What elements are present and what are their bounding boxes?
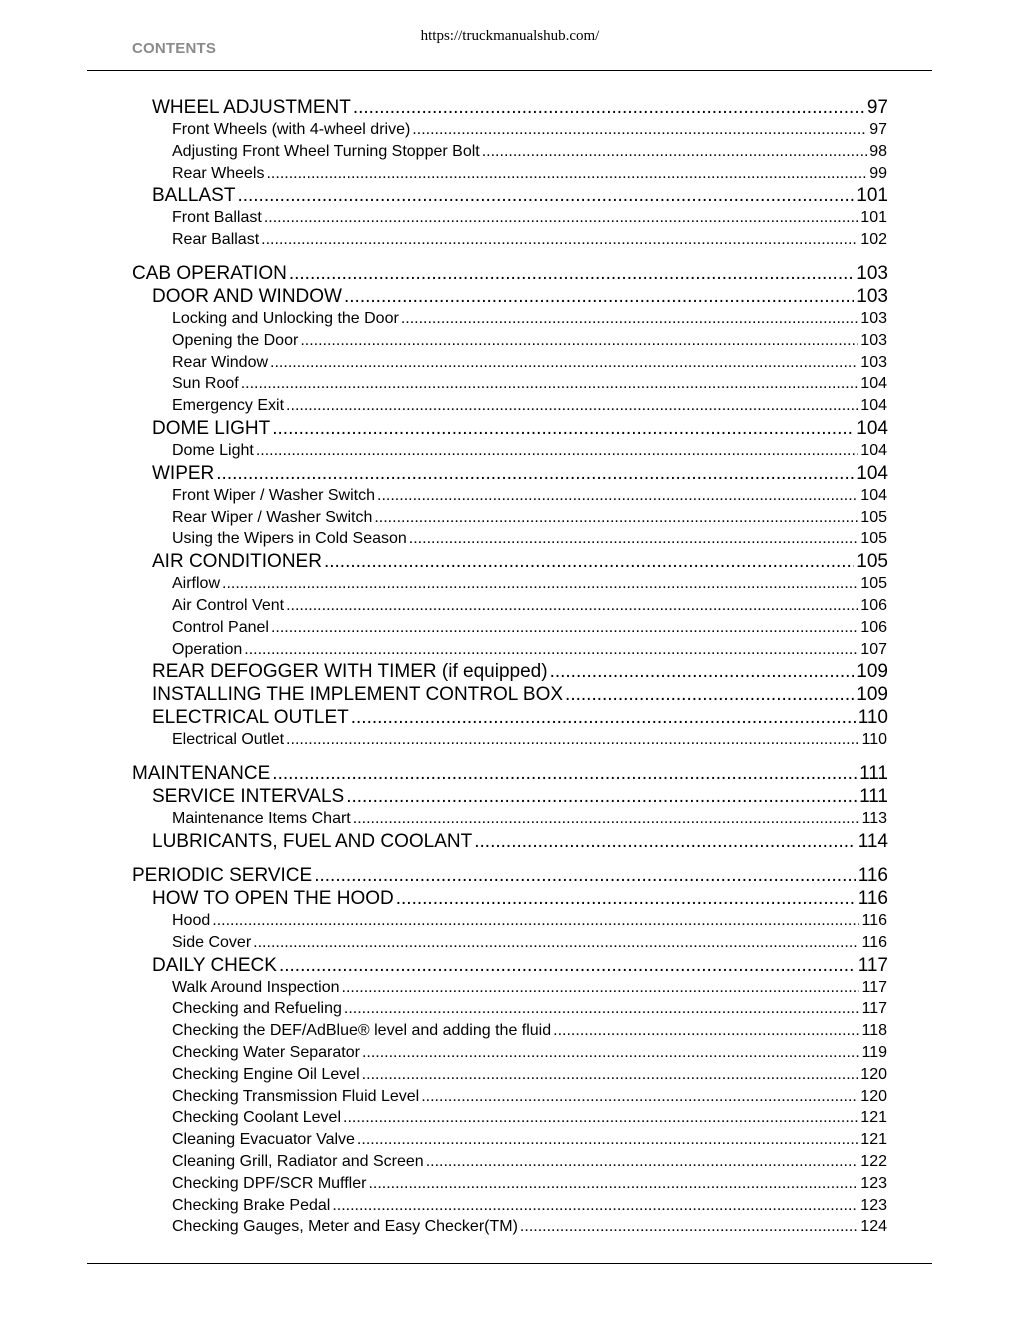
toc-dot-leader <box>286 595 858 617</box>
toc-entry-title: Rear Wheels <box>172 164 265 182</box>
toc-dot-leader <box>244 639 858 661</box>
toc-entry-page: 105 <box>860 530 887 548</box>
toc-entry-level-3[interactable] <box>172 395 887 417</box>
toc-entry-title: CAB OPERATION <box>132 262 287 284</box>
toc-dot-leader <box>261 229 858 251</box>
toc-entry-page: 123 <box>860 1174 887 1192</box>
toc-entry-level-3[interactable] <box>172 1107 887 1129</box>
toc-entry-title: Checking Brake Pedal <box>172 1196 331 1214</box>
toc-dot-leader <box>550 660 855 683</box>
toc-dot-leader <box>343 1107 858 1129</box>
toc-entry-level-2[interactable] <box>152 417 888 440</box>
toc-dot-leader <box>482 141 867 163</box>
toc-entry-level-3[interactable] <box>172 1151 887 1173</box>
toc-entry-level-3[interactable] <box>172 910 887 932</box>
toc-dot-leader <box>272 762 857 785</box>
toc-entry-level-3[interactable] <box>172 998 887 1020</box>
toc-dot-leader <box>409 528 859 550</box>
toc-entry-title: Front Wheels (with 4-wheel drive) <box>172 121 411 138</box>
toc-entry-title: ELECTRICAL OUTLET <box>152 707 349 729</box>
toc-entry-level-3[interactable] <box>172 485 887 507</box>
toc-entry-page: 106 <box>860 618 887 636</box>
toc-dot-leader <box>362 1064 859 1086</box>
toc-entry-page: 111 <box>859 786 888 808</box>
toc-entry-title: BALLAST <box>152 185 236 207</box>
toc-entry-page: 101 <box>860 209 887 227</box>
toc-dot-leader <box>374 507 858 529</box>
toc-entry-level-2[interactable] <box>152 954 888 977</box>
toc-entry-level-3[interactable] <box>172 308 887 330</box>
toc-entry-title: Operation <box>172 640 243 658</box>
toc-dot-leader <box>342 977 860 999</box>
toc-entry-page: 117 <box>861 978 887 996</box>
toc-entry-level-3[interactable] <box>172 1086 887 1108</box>
toc-entry-title: Rear Wiper / Washer Switch <box>172 508 373 526</box>
toc-entry-title: Checking the DEF/AdBlue® level and adding the fluid <box>172 1022 552 1040</box>
toc-entry-level-3[interactable] <box>172 507 887 529</box>
toc-dot-leader <box>271 617 858 639</box>
toc-dot-leader <box>474 830 855 853</box>
toc-entry-page: 120 <box>860 1065 887 1083</box>
toc-entry-title: Emergency Exit <box>172 397 285 415</box>
toc-entry-title: INSTALLING THE IMPLEMENT CONTROL BOX <box>152 684 564 706</box>
toc-dot-leader <box>368 1173 858 1195</box>
toc-entry-page: 114 <box>857 830 888 852</box>
toc-entry-level-3[interactable] <box>172 1195 887 1217</box>
toc-entry-title: MAINTENANCE <box>132 763 271 785</box>
toc-entry-level-2[interactable] <box>152 462 888 485</box>
toc-entry-title: Checking Engine Oil Level <box>172 1065 360 1083</box>
toc-entry-level-2[interactable] <box>152 660 888 683</box>
toc-dot-leader <box>377 485 858 507</box>
section-title: CONTENTS <box>132 40 217 57</box>
toc-entry-page: 104 <box>856 417 888 439</box>
toc-entry-page: 101 <box>856 185 888 207</box>
toc-entry-level-3[interactable] <box>172 729 887 751</box>
toc-entry-level-3[interactable] <box>172 932 887 954</box>
toc-entry-level-2[interactable] <box>152 184 888 207</box>
toc-entry-page: 103 <box>860 353 887 371</box>
toc-entry-page: 104 <box>860 397 887 415</box>
toc-dot-leader <box>396 887 856 910</box>
toc-dot-leader <box>237 184 854 207</box>
footer-divider <box>87 1263 932 1264</box>
toc-dot-leader <box>286 395 858 417</box>
toc-entry-level-2[interactable] <box>152 285 888 308</box>
toc-dot-leader <box>253 932 859 954</box>
toc-entry-page: 116 <box>861 933 887 951</box>
toc-dot-leader <box>289 262 854 285</box>
header-url: https://truckmanualshub.com/ <box>420 28 600 44</box>
toc-entry-level-3[interactable] <box>172 352 887 374</box>
toc-dot-leader <box>565 683 854 706</box>
toc-entry-level-1[interactable] <box>132 262 888 285</box>
toc-entry-page: 122 <box>860 1152 887 1170</box>
toc-entry-page: 104 <box>856 462 888 484</box>
toc-entry-page: 110 <box>861 731 887 749</box>
toc-entry-level-2[interactable] <box>152 830 888 853</box>
toc-dot-leader <box>401 308 858 330</box>
toc-entry-page: 116 <box>857 864 888 886</box>
header-divider <box>87 70 932 71</box>
toc-entry-level-3[interactable] <box>172 330 887 352</box>
toc-entry-page: 124 <box>860 1218 887 1236</box>
toc-entry-level-3[interactable] <box>172 1042 887 1064</box>
toc-entry-page: 105 <box>860 508 887 526</box>
toc-entry-level-3[interactable] <box>172 119 887 141</box>
toc-dot-leader <box>353 96 865 119</box>
toc-entry-title: Checking and Refueling <box>172 1000 342 1018</box>
toc-entry-title: Checking Coolant Level <box>172 1109 341 1127</box>
toc-entry-page: 107 <box>860 640 887 658</box>
toc-dot-leader <box>279 954 856 977</box>
toc-entry-level-3[interactable] <box>172 1064 887 1086</box>
toc-entry-title: Sun Roof <box>172 375 239 393</box>
toc-entry-page: 118 <box>861 1022 887 1040</box>
toc-entry-level-3[interactable] <box>172 207 887 229</box>
toc-entry-title: DOME LIGHT <box>152 417 271 439</box>
toc-entry-page: 109 <box>856 684 888 706</box>
toc-entry-title: Locking and Unlocking the Door <box>172 309 399 327</box>
toc-dot-leader <box>421 1086 858 1108</box>
toc-entry-level-3[interactable] <box>172 977 887 999</box>
toc-entry-level-3[interactable] <box>172 1173 887 1195</box>
toc-entry-title: Rear Window <box>172 353 269 371</box>
toc-entry-level-3[interactable] <box>172 373 887 395</box>
table-of-contents <box>0 96 1020 1238</box>
toc-entry-title: Checking Transmission Fluid Level <box>172 1087 420 1105</box>
toc-entry-page: 103 <box>860 331 887 349</box>
toc-entry-level-2[interactable] <box>152 683 888 706</box>
toc-dot-leader <box>300 330 858 352</box>
toc-entry-page: 97 <box>866 97 888 118</box>
toc-entry-page: 113 <box>861 810 887 828</box>
toc-entry-page: 119 <box>861 1043 887 1061</box>
toc-entry-page: 103 <box>860 309 887 327</box>
toc-entry-title: PERIODIC SERVICE <box>132 864 313 886</box>
toc-entry-level-3[interactable] <box>172 639 887 661</box>
toc-dot-leader <box>270 352 858 374</box>
toc-entry-title: Cleaning Grill, Radiator and Screen <box>172 1152 424 1170</box>
toc-entry-level-3[interactable] <box>172 440 887 462</box>
toc-entry-level-2[interactable] <box>152 887 888 910</box>
toc-entry-title: Checking DPF/SCR Muffler <box>172 1174 367 1192</box>
toc-dot-leader <box>266 163 867 185</box>
toc-entry-page: 104 <box>860 486 887 504</box>
toc-entry-level-3[interactable] <box>172 229 887 251</box>
toc-entry-level-3[interactable] <box>172 1020 887 1042</box>
toc-dot-leader <box>353 808 860 830</box>
toc-entry-level-3[interactable] <box>172 617 887 639</box>
toc-dot-leader <box>346 785 857 808</box>
toc-entry-title: Checking Gauges, Meter and Easy Checker(TM) <box>172 1218 518 1236</box>
toc-entry-title: WIPER <box>152 462 215 484</box>
toc-dot-leader <box>256 440 858 462</box>
toc-entry-title: Using the Wipers in Cold Season <box>172 530 407 548</box>
toc-dot-leader <box>357 1129 858 1151</box>
toc-entry-level-2[interactable] <box>152 706 888 729</box>
toc-entry-title: Checking Water Separator <box>172 1043 360 1061</box>
toc-entry-page: 98 <box>869 142 887 160</box>
toc-dot-leader <box>324 550 854 573</box>
toc-entry-title: Cleaning Evacuator Valve <box>172 1131 355 1149</box>
toc-entry-level-3[interactable] <box>172 141 887 163</box>
toc-entry-page: 105 <box>856 551 888 573</box>
toc-entry-title: Side Cover <box>172 933 252 951</box>
toc-entry-page: 97 <box>869 121 887 138</box>
toc-entry-level-3[interactable] <box>172 1216 887 1238</box>
toc-entry-page: 116 <box>861 911 887 929</box>
toc-entry-title: AIR CONDITIONER <box>152 551 322 573</box>
toc-entry-title: Opening the Door <box>172 331 299 349</box>
toc-entry-level-3[interactable] <box>172 595 887 617</box>
toc-entry-title: LUBRICANTS, FUEL AND COOLANT <box>152 830 473 852</box>
toc-entry-title: Airflow <box>172 575 221 593</box>
toc-entry-title: Air Control Vent <box>172 596 285 614</box>
toc-entry-level-3[interactable] <box>172 163 887 185</box>
toc-entry-title: DOOR AND WINDOW <box>152 285 342 307</box>
toc-entry-title: Hood <box>172 911 211 929</box>
toc-entry-title: Walk Around Inspection <box>172 978 340 996</box>
toc-entry-title: Rear Ballast <box>172 231 260 249</box>
toc-entry-page: 117 <box>861 1000 887 1018</box>
toc-entry-title: Front Ballast <box>172 209 262 227</box>
toc-dot-leader <box>241 373 859 395</box>
toc-entry-page: 102 <box>860 231 887 249</box>
toc-dot-leader <box>351 706 856 729</box>
toc-entry-title: DAILY CHECK <box>152 954 277 976</box>
toc-entry-title: Adjusting Front Wheel Turning Stopper Bolt <box>172 142 480 160</box>
toc-dot-leader <box>344 285 854 308</box>
toc-dot-leader <box>412 119 867 141</box>
toc-entry-page: 116 <box>857 887 888 909</box>
toc-entry-page: 123 <box>860 1196 887 1214</box>
toc-entry-title: Front Wiper / Washer Switch <box>172 486 376 504</box>
toc-dot-leader <box>272 417 854 440</box>
toc-entry-page: 117 <box>857 954 888 976</box>
toc-entry-title: Dome Light <box>172 441 254 459</box>
toc-entry-title: Control Panel <box>172 618 269 636</box>
toc-entry-level-2[interactable] <box>152 550 888 573</box>
toc-entry-level-2[interactable] <box>152 785 888 808</box>
toc-entry-title: HOW TO OPEN THE HOOD <box>152 887 394 909</box>
toc-dot-leader <box>553 1020 859 1042</box>
toc-entry-page: 106 <box>860 596 887 614</box>
toc-dot-leader <box>332 1195 858 1217</box>
toc-entry-page: 120 <box>860 1087 887 1105</box>
toc-dot-leader <box>286 729 859 751</box>
toc-entry-page: 99 <box>869 164 887 182</box>
toc-dot-leader <box>216 462 854 485</box>
toc-entry-level-3[interactable] <box>172 1129 887 1151</box>
toc-dot-leader <box>222 573 858 595</box>
toc-dot-leader <box>362 1042 860 1064</box>
toc-entry-title: WHEEL ADJUSTMENT <box>152 97 351 118</box>
toc-entry-page: 111 <box>859 763 888 785</box>
toc-entry-title: REAR DEFOGGER WITH TIMER (if equipped) <box>152 661 548 683</box>
toc-entry-level-1[interactable] <box>132 864 888 887</box>
toc-entry-page: 105 <box>860 575 887 593</box>
toc-entry-page: 110 <box>857 707 888 729</box>
toc-dot-leader <box>212 910 859 932</box>
toc-dot-leader <box>344 998 860 1020</box>
toc-dot-leader <box>264 207 858 229</box>
toc-entry-page: 103 <box>856 262 888 284</box>
toc-entry-level-2[interactable] <box>152 96 888 119</box>
toc-entry-level-3[interactable] <box>172 528 887 550</box>
toc-entry-page: 104 <box>860 375 887 393</box>
toc-entry-level-3[interactable] <box>172 573 887 595</box>
toc-entry-level-3[interactable] <box>172 808 887 830</box>
toc-entry-page: 103 <box>856 285 888 307</box>
toc-dot-leader <box>520 1216 858 1238</box>
toc-entry-page: 121 <box>860 1131 887 1149</box>
toc-dot-leader <box>314 864 856 887</box>
toc-entry-title: Electrical Outlet <box>172 731 285 749</box>
toc-entry-page: 109 <box>856 661 888 683</box>
toc-entry-title: Maintenance Items Chart <box>172 810 351 828</box>
toc-entry-level-1[interactable] <box>132 762 888 785</box>
toc-entry-page: 121 <box>860 1109 887 1127</box>
toc-dot-leader <box>426 1151 859 1173</box>
toc-entry-page: 104 <box>860 441 887 459</box>
toc-entry-title: SERVICE INTERVALS <box>152 786 345 808</box>
